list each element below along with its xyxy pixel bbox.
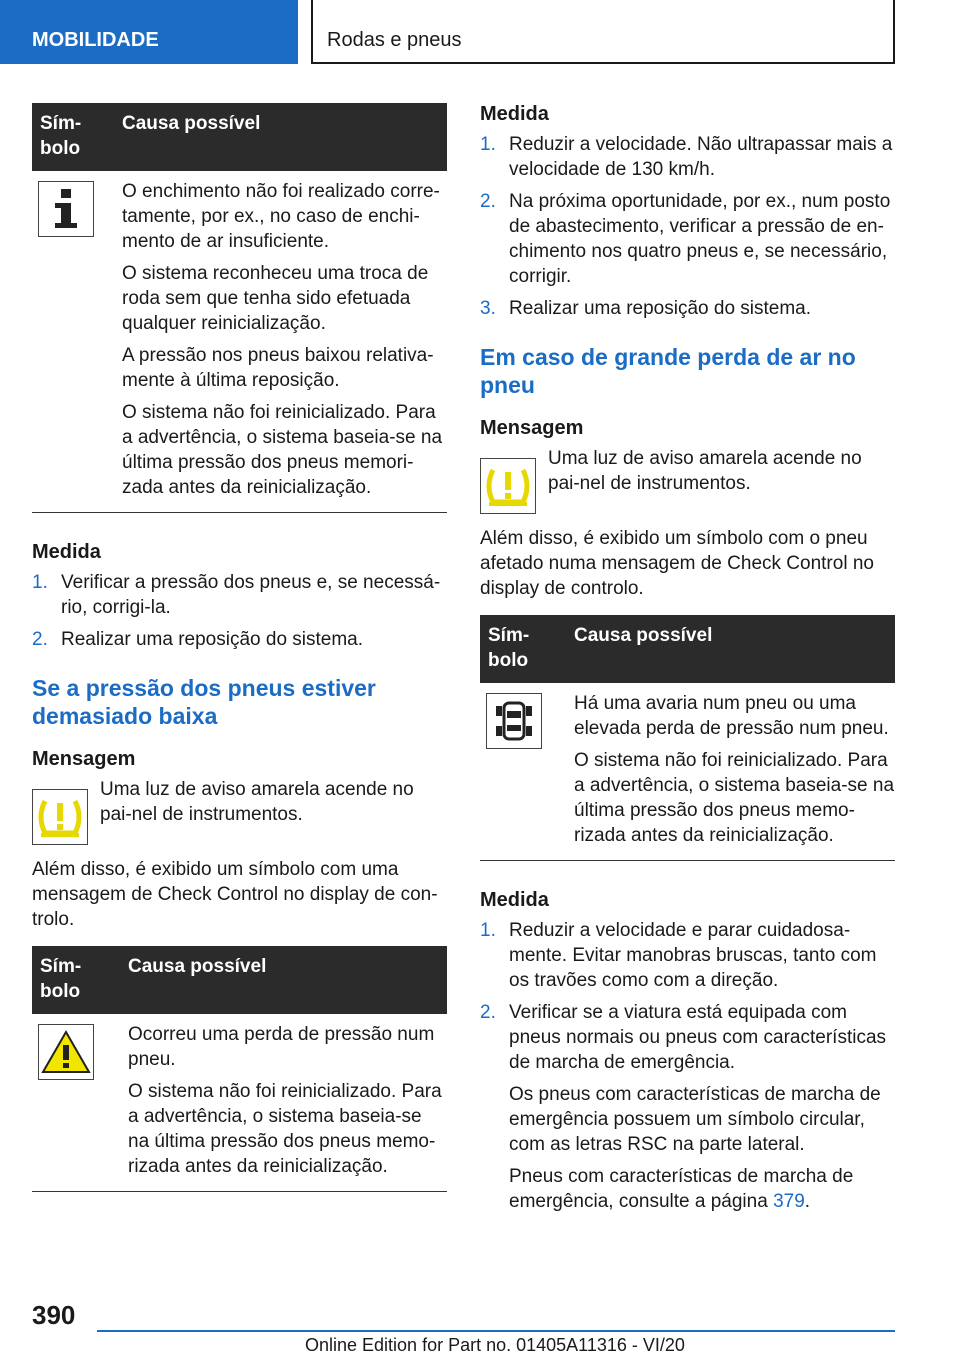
message-block [32, 777, 447, 845]
list-item: 2. Verificar se a viatura está equipada com pneus normais ou pneus com características de marcha de emergência. Os pneus com características de marcha de emergência possuem um símbolo circular, com as letras RSC na parte lateral. Pneus com características de marcha de emergência, consulte a página 379. [480, 1000, 895, 1214]
table-header [32, 946, 447, 1014]
list-item: 1. Reduzir a velocidade. Não ultrapassar mais a velocidade de 130 km/h. [480, 134, 893, 180]
cause-text: O sistema não foi reinicializado. Para a advertência, o sistema baseia-se na última pressão dos pneus memori-zada antes da reinicialização. [122, 402, 443, 498]
cause-table-1 [32, 103, 447, 513]
cause-text: O sistema não foi reinicializado. Para a advertência, o sistema baseia-se na última pressão dos pneus memo-rizada antes da reinicialização. [128, 1081, 442, 1177]
measure-steps [32, 570, 447, 652]
list-item: 1. Verificar a pressão dos pneus e, se necessá-rio, corrigi-la. [32, 572, 441, 618]
paragraph: Além disso, é exibido um símbolo com uma mensagem de Check Control no display de con-trolo. [32, 859, 438, 930]
list-item: 1. Reduzir a velocidade e parar cuidadosa-mente. Evitar manobras bruscas, tanto com os travões como com a direção. [480, 920, 877, 991]
cause-text: Ocorreu uma perda de pressão num pneu. [128, 1024, 435, 1070]
right-column [480, 103, 895, 1221]
left-column [32, 103, 447, 1192]
measure-title: Medida [480, 889, 549, 911]
col-symbol-header: Sím- bolo [488, 625, 530, 671]
message-text: Uma luz de aviso amarela acende no pai-nel de instrumentos. [100, 779, 414, 825]
col-cause-header: Causa possível [128, 956, 267, 977]
table-row [32, 171, 447, 513]
header-section: MOBILIDADE [0, 0, 298, 64]
measure-steps [480, 918, 895, 1214]
cause-table-3 [480, 615, 895, 861]
footer-edition: Online Edition for Part no. 01405A11316 - VI/20 [305, 1335, 685, 1355]
list-item: 2. Na próxima oportunidade, por ex., num posto de abastecimento, verificar a pressão de en-chimento nos quatro pneus e, se necessário, corrigir. [480, 191, 891, 287]
warning-triangle-icon [38, 1024, 94, 1080]
col-cause-header: Causa possível [122, 113, 261, 134]
tire-pressure-warning-icon [480, 458, 536, 514]
col-symbol-header: Sím- bolo [40, 113, 82, 159]
col-cause-header: Causa possível [574, 625, 713, 646]
page-reference-link[interactable]: 379 [773, 1191, 805, 1212]
header-chapter: Rodas e pneus [311, 0, 895, 64]
measure-title: Medida [32, 541, 101, 563]
message-text: Uma luz de aviso amarela acende no pai-nel de instrumentos. [548, 448, 862, 494]
cause-text: O sistema não foi reinicializado. Para a advertência, o sistema baseia-se na última pressão dos pneus memo-rizada antes da reinicialização. [574, 750, 895, 846]
cause-text: Há uma avaria num pneu ou uma elevada perda de pressão num pneu. [574, 693, 889, 739]
section-title: Se a pressão dos pneus estiver demasiado baixa [32, 675, 376, 729]
paragraph: Além disso, é exibido um símbolo com o pneu afetado numa mensagem de Check Control no display de controlo. [480, 528, 874, 599]
table-row [480, 683, 895, 861]
tire-pressure-warning-icon [32, 789, 88, 845]
step-paragraph: Pneus com características de marcha de emergência, consulte a página 379. [509, 1166, 854, 1212]
table-header [32, 103, 447, 171]
cause-text: A pressão nos pneus baixou relativa-mente à última reposição. [122, 345, 434, 391]
cause-text: O enchimento não foi realizado corre-tamente, por ex., no caso de enchi-mento de ar insuficiente. [122, 181, 440, 252]
message-title: Mensagem [480, 417, 584, 439]
table-row [32, 1014, 447, 1192]
message-title: Mensagem [32, 748, 136, 770]
cause-text: O sistema reconheceu uma troca de roda sem que tenha sido efetuada qualquer reinicialização. [122, 263, 429, 334]
col-symbol-header: Sím- bolo [40, 956, 82, 1002]
measure-title: Medida [480, 103, 549, 125]
table-header [480, 615, 895, 683]
page-number: 390 [32, 1300, 76, 1330]
step-paragraph: Os pneus com características de marcha de emergência possuem um símbolo circular, com as letras RSC na parte lateral. [509, 1084, 881, 1155]
footer-divider [97, 1330, 895, 1332]
measure-steps [480, 132, 895, 321]
step-paragraph: Verificar se a viatura está equipada com pneus normais ou pneus com características de marcha de emergência. [509, 1002, 887, 1073]
info-icon [38, 181, 94, 237]
car-tires-icon [486, 693, 542, 749]
message-block [480, 446, 895, 514]
list-item: 3. Realizar uma reposição do sistema. [480, 298, 812, 319]
list-item: 2. Realizar uma reposição do sistema. [32, 629, 364, 650]
section-title: Em caso de grande perda de ar no pneu [480, 344, 856, 398]
cause-table-2 [32, 946, 447, 1192]
